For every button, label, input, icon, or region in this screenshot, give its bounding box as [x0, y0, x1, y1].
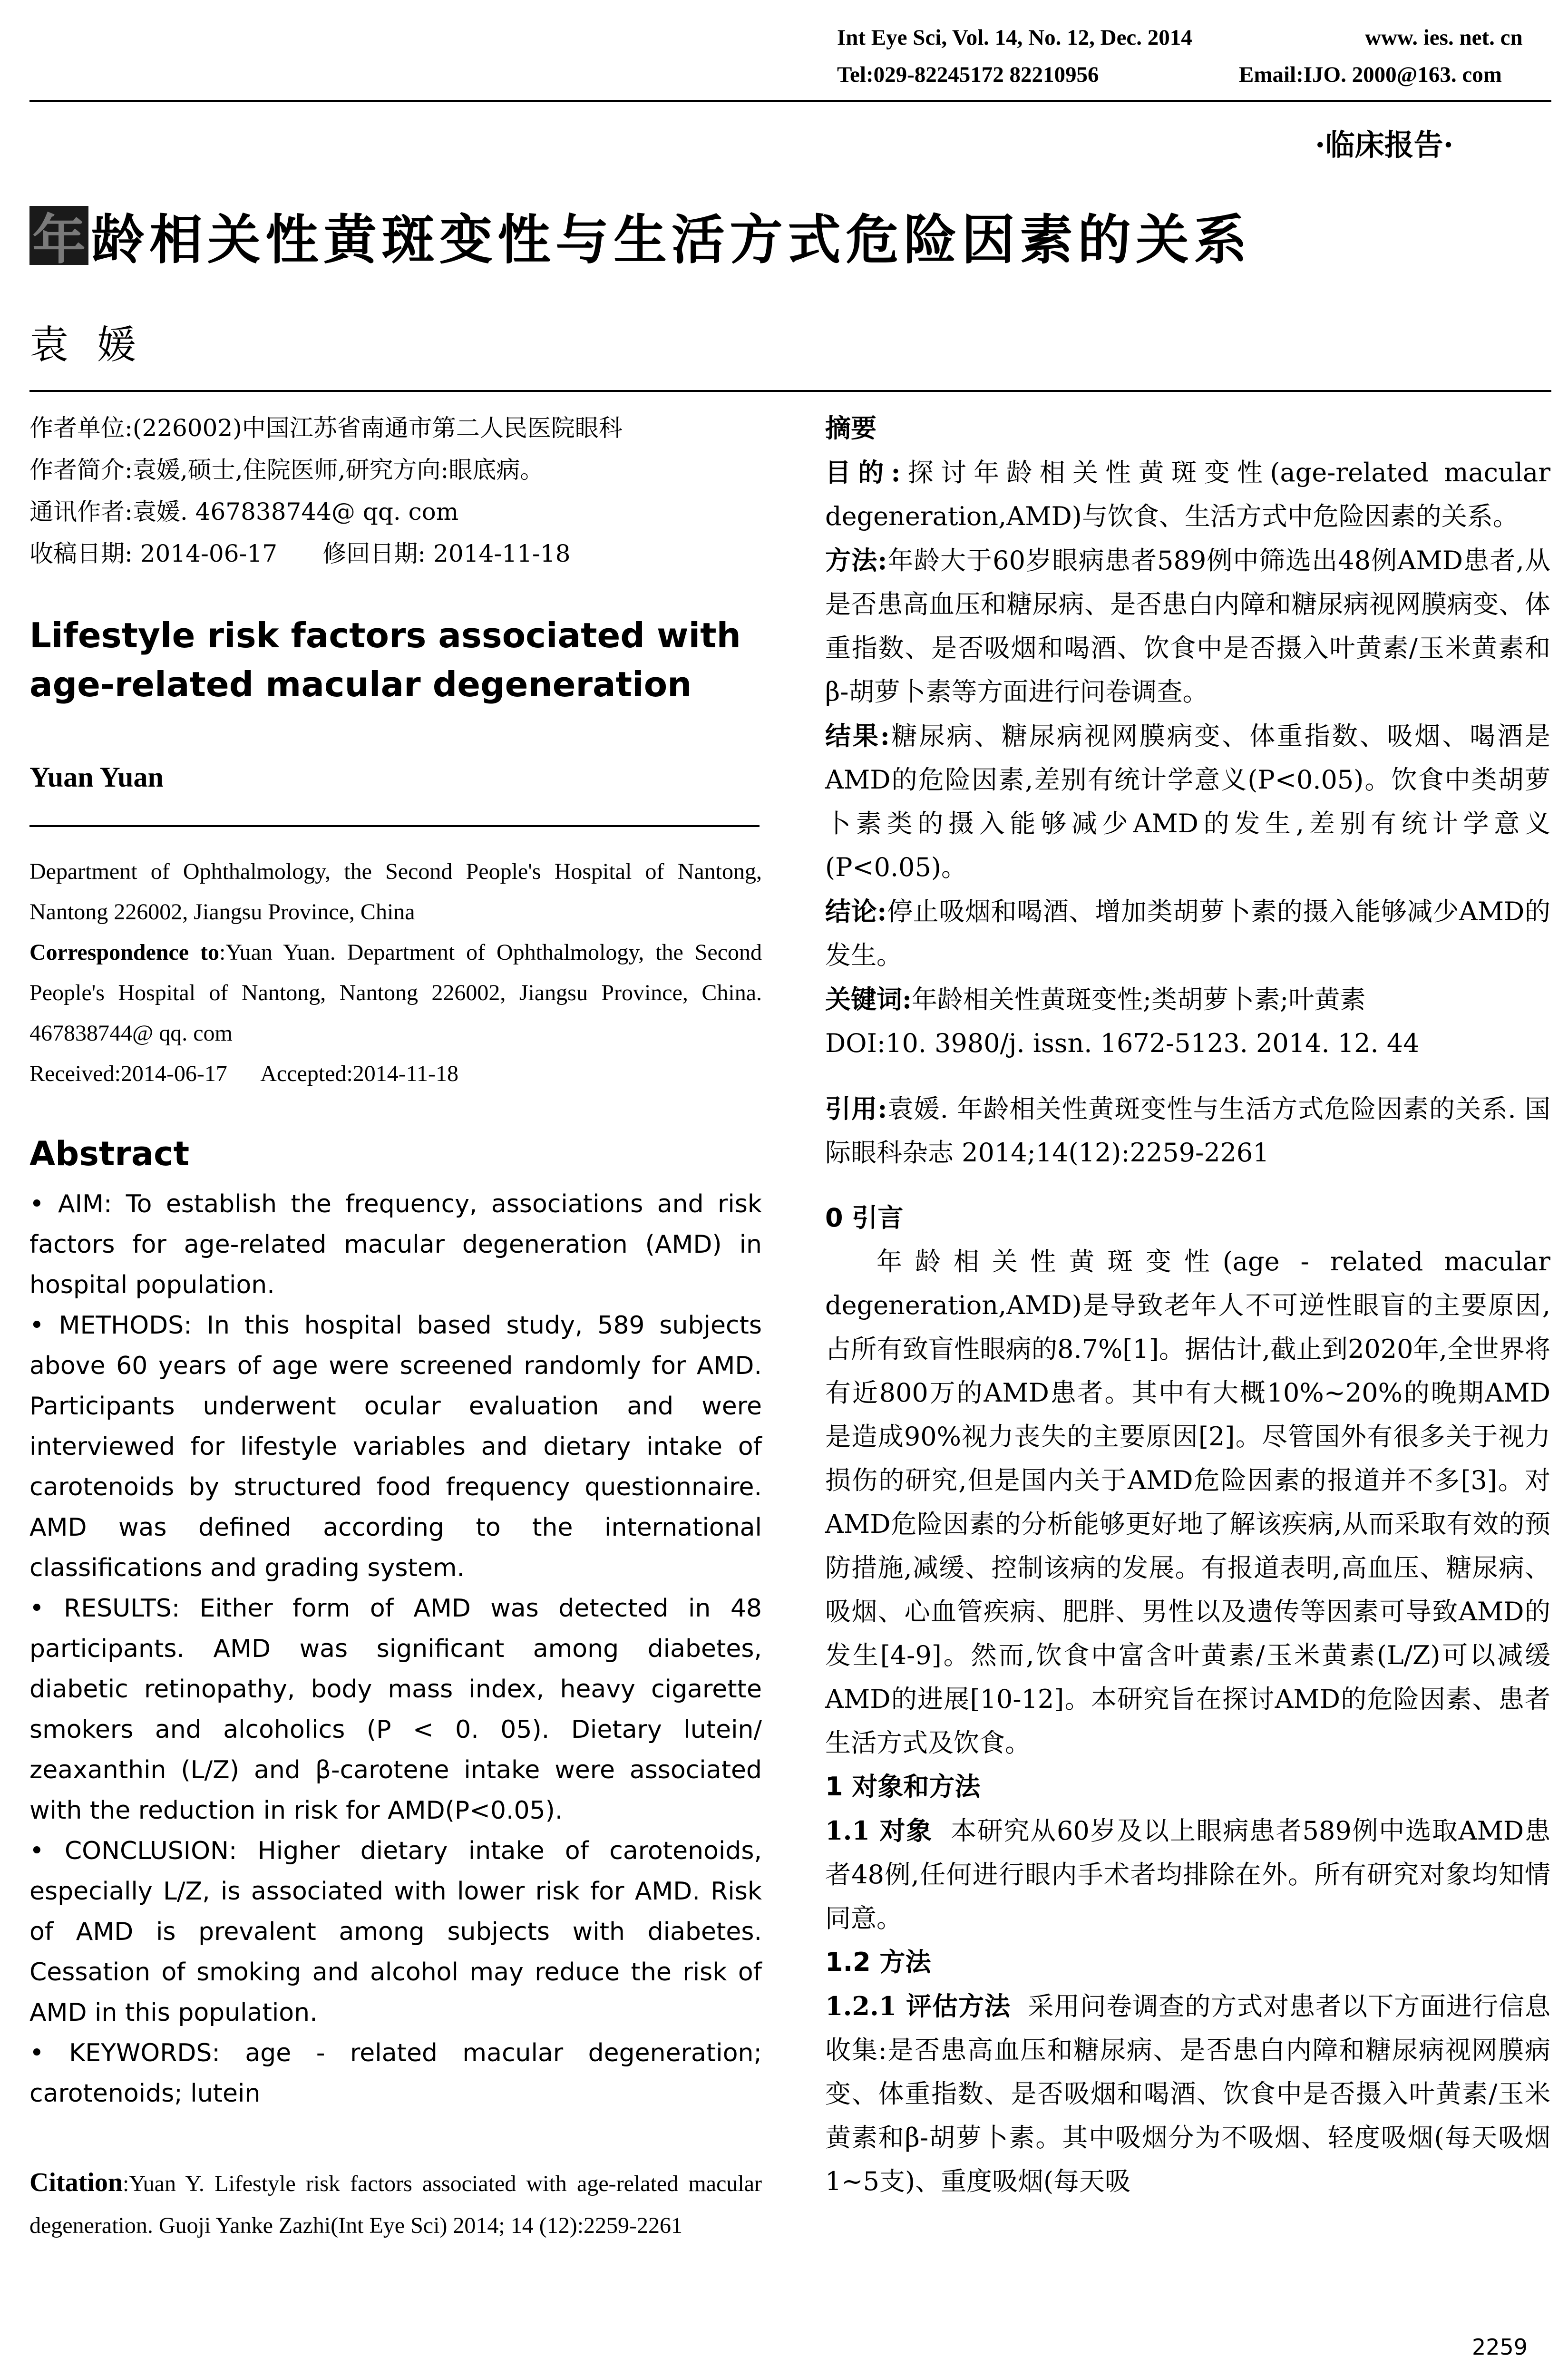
abstract-cn-heading: 摘要: [825, 413, 877, 443]
abstract-results: • RESULTS: Either form of AMD was detected in 48 participants. AMD was significant among diabetes, diabetic retinopathy, body mass index, heavy cigarette smokers and alcoholics (P < 0. 05). Dietary lutein/ zeaxanthin (L/Z) and β-carotene intake were associated with the reduction in risk for AMD(P<0.05).: [29, 1594, 762, 1825]
meta-corr: 通讯作者:袁媛. 467838744@ qq. com: [29, 498, 459, 526]
citation-cn-label: 引用:: [825, 1093, 887, 1124]
section121-text: 采用问卷调查的方式对患者以下方面进行信息收集:是否患高血压和糖尿病、是否患白内障和糖尿病视网膜病变、体重指数、是否吸烟和喝酒、饮食中是否摄入叶黄素/玉米黄素和β-胡萝卜素。其中吸烟分为不吸烟、轻度吸烟(每天吸烟1~5支)、重度吸烟(每天吸: [825, 1991, 1550, 2196]
citation-text: :Yuan Y. Lifestyle risk factors associated with age-related macular degeneration. Guoji Yanke Zazhi(Int Eye Sci) 2014; 14 (12):2259-2261: [29, 2171, 762, 2238]
affiliation-dates: Received:2014-06-17 Accepted:2014-11-18: [29, 1061, 458, 1086]
section121-label: 1.2.1 评估方法: [825, 1991, 1011, 2021]
intro-heading: 0 引言: [825, 1203, 904, 1233]
section-label: ·临床报告·: [1315, 127, 1454, 162]
author-rule: [29, 825, 760, 827]
text-aim: 探讨年龄相关性黄斑变性(age-related macular degeneration,AMD)与饮食、生活方式中危险因素的关系。: [825, 458, 1551, 531]
meta-unit: 作者单位:(226002)中国江苏省南通市第二人民医院眼科: [29, 414, 623, 442]
meta-dates: 收稿日期: 2014-06-17 修回日期: 2014-11-18: [29, 540, 571, 567]
text-results: 糖尿病、糖尿病视网膜病变、体重指数、吸烟、喝酒是AMD的危险因素,差别有统计学意义(P<0.05)。饮食中类胡萝卜素类的摄入能够减少AMD的发生,差别有统计学意义(P<0.05)。: [825, 721, 1551, 882]
intro-paragraph: 年龄相关性黄斑变性(age - related macular degeneration,AMD)是导致老年人不可逆性眼盲的主要原因,占所有致盲性眼病的8.7%[1]。据估计,截止到2020年,全世界将有近800万的AMD患者。其中有大概10%~20%的晚期AMD是造成90%视力丧失的主要原因[2]。尽管国外有很多关于视力损伤的研究,但是国内关于AMD危险因素的报道并不多[3]。对AMD危险因素的分析能够更好地了解该疾病,从而采取有效的预防措施,减缓、控制该病的发展。有报道表明,高血压、糖尿病、吸烟、心血管疾病、肥胖、男性以及遗传等因素可导致AMD的发生[4-9]。然而,饮食中富含叶黄素/玉米黄素(L/Z)可以减缓AMD的进展[10-12]。本研究旨在探讨AMD的危险因素、患者生活方式及饮食。: [825, 1247, 1550, 1758]
abstract-cn-keywords: [825, 977, 1550, 1022]
contact-header: [837, 62, 1502, 88]
page-title: [29, 205, 1252, 271]
doi: DOI:10. 3980/j. issn. 1672-5123. 2014. 12. 44: [825, 1028, 1420, 1058]
label-aim: 目的:: [825, 457, 901, 487]
abstract-conclusion: • CONCLUSION: Higher dietary intake of carotenoids, especially L/Z, is associated with lower risk for AMD. Risk of AMD is prevalent among subjects with diabetes. Cessation of smoking and alcohol may reduce the risk of AMD in this population.: [29, 1837, 762, 2027]
text-methods: 年龄大于60岁眼病患者589例中筛选出48例AMD患者,从是否患高血压和糖尿病、是否患白内障和糖尿病视网膜病变、体重指数、是否吸烟和喝酒、饮食中是否摄入叶黄素/玉米黄素和β-胡萝卜素等方面进行问卷调查。: [825, 546, 1550, 707]
correspondence-label: Correspondence to: [29, 940, 219, 965]
journal-info: Int Eye Sci, Vol. 14, No. 12, Dec. 2014: [837, 25, 1192, 50]
journal-website: www. ies. net. cn: [1365, 25, 1523, 50]
label-results: 结果:: [825, 721, 890, 751]
title-first-char: 年: [29, 206, 88, 265]
english-author: Yuan Yuan: [29, 761, 164, 793]
correspondence-text: :Yuan Yuan. Department of Ophthalmology, the Second People's Hospital of Nantong, Nantong 226002, Jiangsu Province, China. 467838744@ qq. com: [29, 940, 762, 1046]
citation-cn-text: 袁媛. 年龄相关性黄斑变性与生活方式危险因素的关系. 国际眼科杂志 2014;14(12):2259-2261: [825, 1094, 1550, 1168]
abstract-methods: • METHODS: In this hospital based study, 589 subjects above 60 years of age were screened randomly for AMD. Participants underwent ocular evaluation and were interviewed for lifestyle variables and dietary intake of carotenoids by structured food frequency questionnaire. AMD was defined according to the international classifications and grading system.: [29, 1311, 762, 1582]
text-keywords: 年龄相关性黄斑变性;类胡萝卜素;叶黄素: [911, 984, 1366, 1014]
section11-label: 1.1 对象: [825, 1815, 933, 1846]
abstract-body: [29, 1184, 762, 2114]
citation-en: [29, 2162, 762, 2247]
abstract-aim: • AIM: To establish the frequency, associations and risk factors for age-related macular degeneration (AMD) in hospital population.: [29, 1190, 762, 1299]
journal-header: [837, 25, 1523, 50]
affiliation-dept: Department of Ophthalmology, the Second People's Hospital of Nantong, Nantong 226002, Jiangsu Province, China: [29, 859, 762, 925]
page-number: 2259: [1472, 2334, 1528, 2360]
label-methods: 方法:: [825, 545, 887, 575]
abstract-keywords: • KEYWORDS: age - related macular degeneration; carotenoids; lutein: [29, 2039, 762, 2108]
abstract-cn-aim: [825, 450, 1550, 538]
meta-bio: 作者简介:袁媛,硕士,住院医师,研究方向:眼底病。: [29, 456, 544, 484]
affiliation: [29, 851, 762, 1094]
label-keywords: 关键词:: [825, 984, 912, 1014]
correspondence: [29, 932, 762, 1053]
section1-heading: 1 对象和方法: [825, 1772, 981, 1802]
header-rule: [29, 100, 1551, 102]
author-cn: 袁媛: [29, 322, 165, 368]
title-rule: [29, 390, 1551, 392]
abstract-cn-conclusion: [825, 889, 1550, 977]
text-conclusion: 停止吸烟和喝酒、增加类胡萝卜素的摄入能够减少AMD的发生。: [825, 896, 1550, 970]
label-conclusion: 结论:: [825, 896, 887, 926]
abstract-cn-methods: [825, 538, 1550, 714]
english-title: Lifestyle risk factors associated with age-related macular degeneration: [29, 615, 741, 704]
right-column: [825, 407, 1550, 2203]
abstract-cn-results: [825, 714, 1550, 889]
abstract-heading: Abstract: [29, 1134, 190, 1173]
section12-heading: 1.2 方法: [825, 1947, 931, 1977]
citation-label: Citation: [29, 2168, 123, 2197]
journal-email: Email:IJO. 2000@163. com: [1239, 62, 1502, 87]
section11-text: 本研究从60岁及以上眼病患者589例中选取AMD患者48例,任何进行眼内手术者均排除在外。所有研究对象均知情同意。: [825, 1816, 1550, 1933]
title-text: 龄相关性黄斑变性与生活方式危险因素的关系: [91, 209, 1252, 271]
section11: [825, 1809, 1550, 1940]
journal-tel: Tel:029-82245172 82210956: [837, 62, 1099, 87]
section121: [825, 1984, 1550, 2203]
citation-cn: [825, 1087, 1550, 1175]
